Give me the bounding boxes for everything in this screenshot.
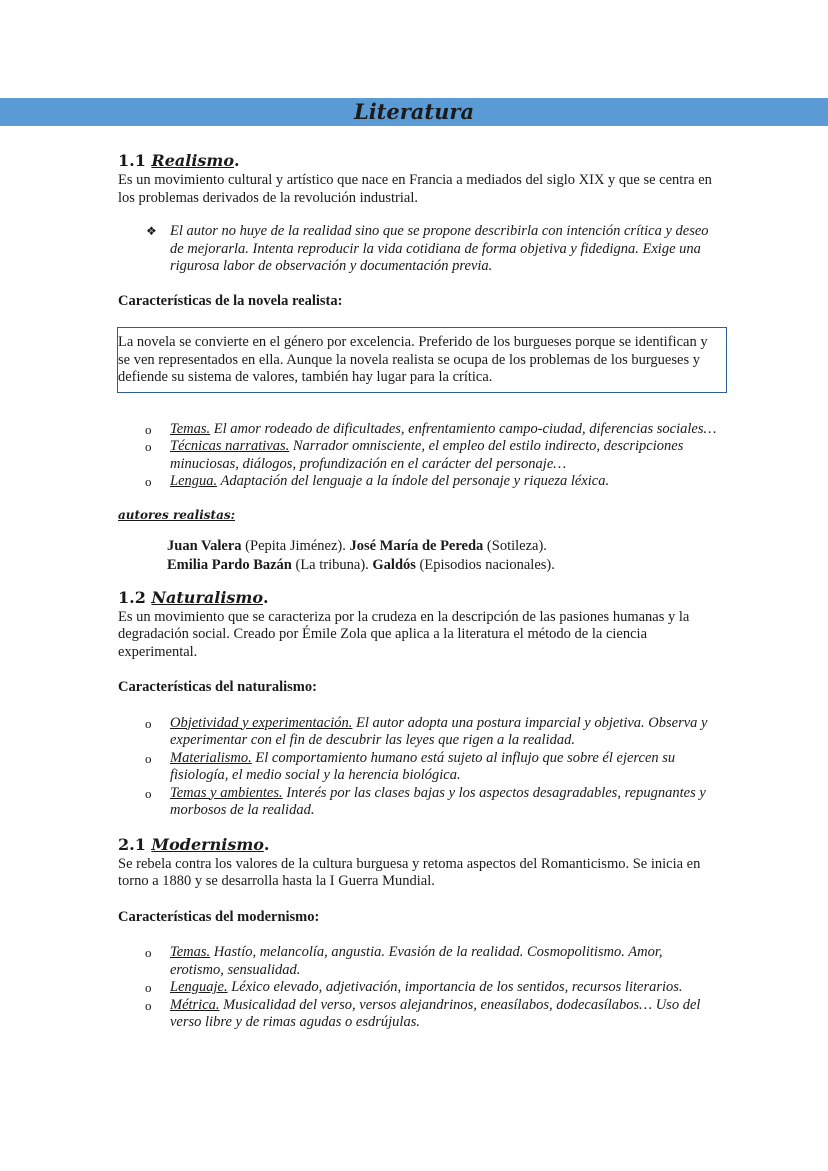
author-work: (Sotileza). xyxy=(483,537,547,554)
author-work: (Pepita Jiménez). xyxy=(241,537,350,554)
author-name: Galdós xyxy=(372,556,416,573)
list-item xyxy=(145,473,718,491)
heading-period: . xyxy=(263,834,270,854)
item-term: Objetividad y experimentación. xyxy=(170,714,353,731)
realismo-box xyxy=(117,327,727,393)
author-name: José María de Pereda xyxy=(349,537,484,554)
item-term: Temas. xyxy=(170,944,211,960)
hollow-circle-bullet-icon: o xyxy=(145,474,152,489)
four-diamond-bullet-icon: ❖ xyxy=(146,224,157,238)
item-term: Materialismo. xyxy=(170,749,252,766)
realismo-intro: Es un movimiento cultural y artístico que nace en Francia a mediados del siglo XIX y que se centra en los problemas derivados de la revolución industrial. xyxy=(118,172,712,206)
authors-list xyxy=(167,537,718,575)
list-item xyxy=(145,784,718,820)
item-text: El comportamiento humano está sujeto al influjo que sobre él ejercen su fisiología, el medio social y la herencia biológica. xyxy=(170,749,676,783)
list-item xyxy=(145,979,718,997)
item-text: Musicalidad del verso, versos alejandrinos, eneasílabos, dodecasílabos… Uso del verso libre y de rimas agudas o esdrújulas. xyxy=(170,996,701,1030)
hollow-circle-bullet-icon: o xyxy=(145,421,152,437)
section-name: Naturalismo xyxy=(151,587,263,607)
list-item xyxy=(145,420,718,439)
hollow-circle-bullet-icon: o xyxy=(145,715,152,731)
realismo-list xyxy=(118,421,718,491)
item-text: Narrador omnisciente, el empleo del estilo indirecto, descripciones minuciosas, diálogos, profundización en el carácter del personaje… xyxy=(170,438,684,472)
page-title: Literatura xyxy=(353,99,475,124)
item-term: Lenguaje. xyxy=(170,979,228,995)
section-name: Realismo xyxy=(151,151,235,170)
author-work: (La tribuna). xyxy=(291,556,373,573)
author-name: Emilia Pardo Bazán xyxy=(167,556,292,573)
item-term: Métrica. xyxy=(170,996,220,1013)
author-work: (Episodios nacionales). xyxy=(415,556,555,573)
item-term: Temas y ambientes. xyxy=(170,784,283,801)
list-item xyxy=(145,438,718,473)
heading-period: . xyxy=(263,587,269,607)
hollow-circle-bullet-icon: o xyxy=(145,945,152,960)
authors-heading: autores realistas: xyxy=(118,507,236,522)
item-term: Temas. xyxy=(170,420,211,437)
section-number: 2.1 xyxy=(118,834,146,854)
author-name: Juan Valera xyxy=(167,537,242,554)
item-term: Técnicas narrativas. xyxy=(170,438,290,454)
section-number: 1.2 xyxy=(118,587,146,607)
hollow-circle-bullet-icon: o xyxy=(145,750,152,766)
box-text: La novela se convierte en el género por excelencia. Preferido de los burgueses porque se identifican y se ven representados en ella. Aunque la novela realista se ocupa de los problemas de los burgueses y defiende su sistema de valores, también hay lugar para la crítica. xyxy=(118,334,708,385)
naturalismo-subheading: Características del naturalismo: xyxy=(118,679,317,695)
list-item xyxy=(145,944,718,979)
naturalismo-intro: Es un movimiento que se caracteriza por la crudeza en la descripción de las pasiones humanas y la degradación social. Creado por Émile Zola que aplica a la literatura el método de la ciencia experimental. xyxy=(118,608,690,660)
item-text: El amor rodeado de dificultades, enfrentamiento campo-ciudad, diferencias sociales… xyxy=(210,420,717,437)
authors-line-1 xyxy=(167,537,718,556)
section-number: 1.1 xyxy=(118,151,146,170)
section-heading-realismo xyxy=(118,150,718,172)
hollow-circle-bullet-icon: o xyxy=(145,785,152,801)
modernismo-subheading: Características del modernismo: xyxy=(118,908,320,925)
modernismo-list xyxy=(118,944,718,1032)
list-item xyxy=(145,996,718,1032)
highlight-text: El autor no huye de la realidad sino que se propone describirla con intención crítica y deseo de mejorarla. Intenta reproducir la vida cotidiana de forma objetiva y fidedigna. Exige una rigurosa labor de observación y documentación previa. xyxy=(170,223,709,274)
authors-line-2 xyxy=(167,556,718,575)
item-term: Lengua. xyxy=(170,473,218,489)
hollow-circle-bullet-icon: o xyxy=(145,997,152,1013)
section-heading-naturalismo xyxy=(118,587,718,609)
modernismo-intro: Se rebela contra los valores de la cultura burguesa y retoma aspectos del Romanticismo. Se inicia en torno a 1880 y se desarrolla hasta la I Guerra Mundial. xyxy=(118,855,701,889)
list-item xyxy=(145,749,718,785)
realismo-highlight xyxy=(146,223,718,276)
item-text: El autor adopta una postura imparcial y objetiva. Observa y experimentar con el fin de descubrir las leyes que rigen a la realidad. xyxy=(170,714,708,748)
section-heading-modernismo xyxy=(118,834,718,856)
item-text: Adaptación del lenguaje a la índole del personaje y riqueza léxica. xyxy=(217,473,610,489)
list-item xyxy=(145,714,718,750)
hollow-circle-bullet-icon: o xyxy=(145,980,152,995)
heading-period: . xyxy=(234,151,240,170)
hollow-circle-bullet-icon: o xyxy=(145,439,152,454)
title-banner xyxy=(0,98,828,126)
item-text: Léxico elevado, adjetivación, importancia de los sentidos, recursos literarios. xyxy=(227,979,683,995)
item-text: Interés por las clases bajas y los aspectos desagradables, repugnantes y morbosos de la realidad. xyxy=(170,784,706,818)
realismo-subheading: Características de la novela realista: xyxy=(118,292,343,309)
item-text: Hastío, melancolía, angustia. Evasión de la realidad. Cosmopolitismo. Amor, erotismo, sensualidad. xyxy=(170,944,663,978)
section-name: Modernismo xyxy=(151,834,264,854)
document-body xyxy=(118,150,718,1032)
naturalismo-list xyxy=(118,715,718,820)
